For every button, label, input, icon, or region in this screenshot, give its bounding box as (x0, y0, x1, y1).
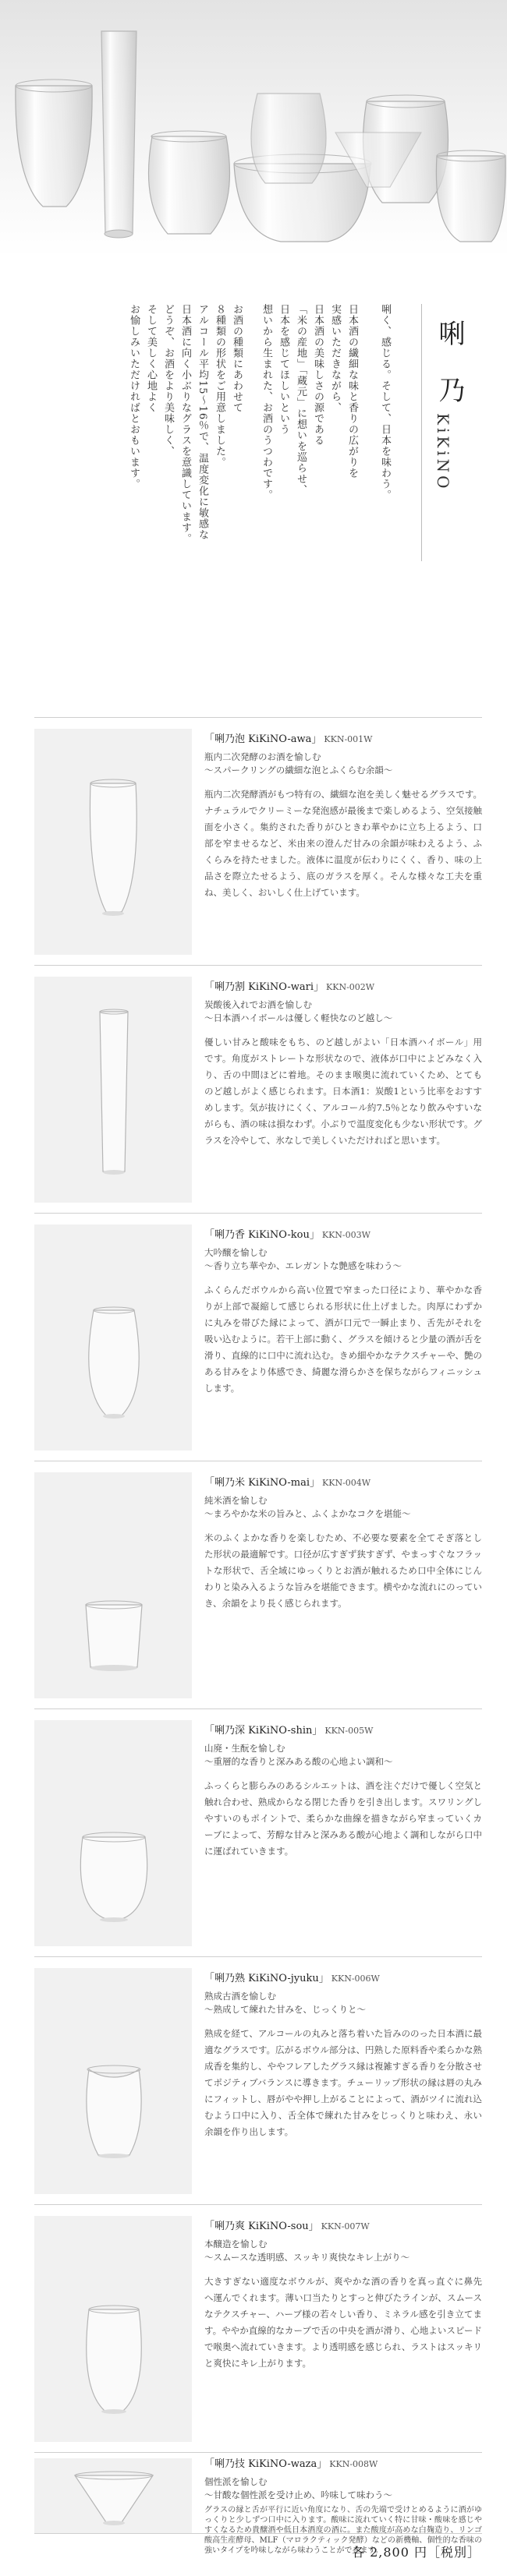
product-code: KKN-006W (331, 1974, 380, 1984)
intro-line: 想いから生まれた、お酒のうつわです。 (261, 304, 272, 500)
product-subtitle: 大吟醸を愉しむ (204, 1247, 268, 1258)
product-photo (34, 729, 192, 955)
product-description: ふっくらと膨らみのあるシルエットは、酒を注ぐだけで優しく空気と触れ合わせ、熟成からなる閉じた香りを引き出します。スワリングしやすいのもポイントで、柔らかな曲線を描きながら窄まっていくカーブによって、芳醇な甘みと深みある酸が心地よく調和しながら口中に運ばれていきます。 (204, 1780, 482, 1857)
product-description: ふくらんだボウルから高い位置で窄まった口径により、華やかな香りが上部で凝縮して感じられる形状に仕上げました。肉厚にわずかに丸みを帯びた縁によって、酒が口元で一瞬止まり、舌先がそれを吸い込むように。若干上部に動く、グラスを傾けると少量の酒が舌を滑り、直線的に口中に流れ込む。きめ細やかなテクスチャーや、艶のある甘みをより体感でき、綺麗な滑らかさを保ちながらフィニッシュします。 (204, 1284, 482, 1394)
intro-line: ８種類の形状をご用意しました。 (214, 304, 225, 468)
product-title-row (204, 1723, 482, 1739)
flute-glass-icon (34, 729, 192, 955)
glass-collection-image (0, 0, 507, 257)
intro-line: 唎く、感じる。そして、日本を味わう。 (379, 304, 391, 500)
brand-name-kanji: 唎 乃 (434, 320, 465, 414)
product-tagline: 〜まろやかな米の旨みと、ふくよかなコクを堪能〜 (204, 1508, 411, 1519)
product-sou (34, 2204, 482, 2453)
product-subtitle: 個性派を愉しむ (204, 2476, 268, 2487)
product-subtitle: 本醸造を愉しむ (204, 2239, 268, 2249)
round-bowl-glass-icon (34, 1720, 192, 1946)
product-subtitle: 瓶内二次発酵のお酒を愉しむ (204, 751, 321, 762)
product-title: 「唎乃深 KiKiNO-shin」 (204, 1725, 323, 1737)
brand-name-roman: KiKiNO (434, 413, 452, 492)
intro-line: 日本酒の繊細な味と香りの広がりを (346, 304, 358, 479)
product-title-row (204, 1475, 482, 1491)
product-code: KKN-005W (324, 1726, 374, 1736)
product-subtitle: 熟成古酒を愉しむ (204, 1991, 276, 2002)
intro-line: 「米の産地」「蔵元」に想いを巡らせ、 (295, 304, 307, 496)
product-subtitle: 山廃・生酛を愉しむ (204, 1743, 285, 1754)
product-description: 優しい甘みと酸味をもち、のど越しがよい「日本酒ハイボール」用です。角度がストレートな形状なので、液体が口中によどみなく入り、舌の中間ほどに着地。そのまま喉奥に流れていくため、とてものど越しがよく感じられます。日本酒1：炭酸1という比率をおすすめします。気が抜けにくく、アルコール約7.5％となり飲みやすいながらも、酒の味は損なわず。小ぶりで温度変化も少ない形状です。グラスを冷やして、氷なしで美しくいただければと思います。 (204, 1037, 482, 1146)
product-tagline: 〜熟成して練れた甘みを、じっくりと〜 (204, 2004, 366, 2015)
tumbler-glass-icon (34, 1472, 192, 1698)
product-jyuku (34, 1956, 482, 2205)
product-photo (34, 2458, 192, 2533)
egg-glass-icon (34, 2216, 192, 2442)
product-title: 「唎乃技 KiKiNO-waza」 (204, 2458, 328, 2470)
product-title-row (204, 980, 482, 995)
product-code: KKN-008W (329, 2459, 378, 2469)
product-shin (34, 1708, 482, 1957)
product-photo (34, 1720, 192, 1946)
footer-divider (34, 2533, 482, 2534)
intro-line: お酒の種類にあわせて (231, 304, 243, 413)
intro-section (0, 257, 507, 717)
product-description: 米のふくよかな香りを楽しむため、不必要な要素を全てそぎ落とした形状の最適解です。口径が広すぎず狭すぎず、やまっすぐなフラットな形状で、舌全域にゆっくりとお酒が触れるため口中全体にじんわりと染み入るような旨みを堪能できます。横やかな流れにのっていき、余韻をより長く感じられます。 (204, 1532, 482, 1609)
product-photo (34, 1472, 192, 1698)
product-awa (34, 717, 482, 966)
tall-glass-icon (34, 977, 192, 1203)
product-description: 瓶内二次発酵酒がもつ特有の、繊細な泡を美しく魅せるグラスです。ナチュラルでクリーミーな発泡感が最後まで楽しめるよう、空気接触面を小さく。集約された香りがひときわ華やかに立ち上るよう、口部を窄ませるなど、米由来の澄んだ甘みの余韻が味わえるよう、ふくらみを持たせました。液体に温度が伝わりにくく、香り、味の上品さを際立たせるよう、底のガラスを厚く。そんな様々な工夫を重ね、美しく、おいしく仕上げています。 (204, 789, 482, 898)
intro-line: どうぞ、お酒をより美味しく、 (162, 304, 174, 457)
product-tagline: 〜日本酒ハイボールは優しく軽快なのど越し〜 (204, 1012, 393, 1023)
product-photo (34, 2216, 192, 2442)
product-tagline: 〜甘酸な個性派を受け止め、吟味して味わう〜 (204, 2489, 393, 2500)
product-code: KKN-003W (321, 1230, 370, 1240)
martini-glass-icon (34, 2458, 192, 2533)
product-photo (34, 1968, 192, 2194)
product-tagline: 〜スムースな透明感、スッキリ爽快なキレ上がり〜 (204, 2252, 410, 2263)
intro-line: アルコール平均15〜16％で、温度変化に敏感な (197, 304, 208, 541)
intro-line: 実感いただきながら、 (329, 304, 341, 413)
product-title: 「唎乃泡 KiKiNO-awa」 (204, 733, 322, 745)
product-description: グラスの縁と舌が平行に近い角度になり、舌の先端で受けとめるように酒がゆっくりと少しずつ口中に入ります。酸味に流れていく特に甘味・酸味を感じやすくなるため貴醸酒や低日本酒度の酒に。また酸度が高めな白麹造り、リンゴ酸高生産酵母、MLF（マロラクティック発酵）などの新機軸、個性的な香味の強いタイプを吟味しながら味わうことができます。 (204, 2506, 482, 2555)
price-label: 各 2,800 円［税別］ (352, 2545, 480, 2560)
product-subtitle: 炭酸後入れでお酒を愉しむ (204, 999, 312, 1010)
product-title: 「唎乃米 KiKiNO-mai」 (204, 1477, 321, 1489)
tulip-glass-icon (34, 1968, 192, 2194)
product-description: 大きすぎない適度なボウルが、爽やかな酒の香りを真っ直ぐに鼻先へ運んでくれます。薄い口当たりとすっと伸びたラインが、スムースなテクスチャー、ハーブ様の若々しい香り、ミネラル感を引き立てます。ややか直線的なカーブで舌の中央を酒が滑り、心地よいスピードで喉奥へ流れていきます。より透明感を感じられ、ラストはスッキリと爽快にキレ上がります。 (204, 2276, 482, 2369)
product-title: 「唎乃熟 KiKiNO-jyuku」 (204, 1973, 329, 1984)
product-mai (34, 1461, 482, 1709)
product-kou (34, 1213, 482, 1461)
product-code: KKN-004W (322, 1478, 371, 1488)
product-subtitle: 純米酒を愉しむ (204, 1495, 268, 1506)
product-title-row (204, 2219, 482, 2235)
product-photo (34, 977, 192, 1203)
intro-line: 日本を感じてほしいという (278, 304, 289, 435)
product-title: 「唎乃爽 KiKiNO-sou」 (204, 2221, 319, 2232)
product-tagline: 〜スパークリングの繊細な泡とふくらむ余韻〜 (204, 765, 393, 776)
product-code: KKN-001W (324, 734, 373, 744)
bulb-glass-icon (34, 1224, 192, 1451)
product-title-row (204, 1228, 482, 1243)
intro-line: 日本酒の美味しさの源である (312, 304, 324, 446)
product-tagline: 〜香り立ち華やか、エレガントな艶感を味わう〜 (204, 1260, 402, 1271)
intro-line: 日本酒に向く小ぶりなグラスを意識しています。 (179, 304, 191, 544)
product-code: KKN-002W (326, 982, 375, 992)
product-description: 熟成を経て、アルコールの丸みと落ち着いた旨みののった日本酒に最適なグラスです。広がるボウル部分は、円熟した原料香や柔らかな熟成香を集約し、ややフレアしたグラス縁は複雑すぎる香りを分散させてポジティブバランスに導きます。チューリップ形状の縁は唇の丸みにフィットし、唇がやや押し上がることによって、酒がツイに流れ込むよう口中に入り、舌全体で練れた甘みをじっくりと味わえ、永い余韻を作り出します。 (204, 2028, 482, 2137)
intro-line: お愉しみいただければとおもいます。 (128, 304, 140, 489)
product-title: 「唎乃香 KiKiNO-kou」 (204, 1229, 320, 1241)
product-title-row (204, 1971, 482, 1987)
product-title-row (204, 732, 482, 747)
product-photo (34, 1224, 192, 1451)
product-title-row (204, 2457, 482, 2472)
product-title: 「唎乃割 KiKiNO-wari」 (204, 981, 324, 993)
intro-line: そして美しく心地よく (145, 304, 157, 413)
product-tagline: 〜重層的な香りと深みある酸の心地よい調和〜 (204, 1756, 393, 1767)
product-code: KKN-007W (321, 2221, 370, 2231)
hero-photo (0, 0, 507, 257)
product-wari (34, 965, 482, 1214)
